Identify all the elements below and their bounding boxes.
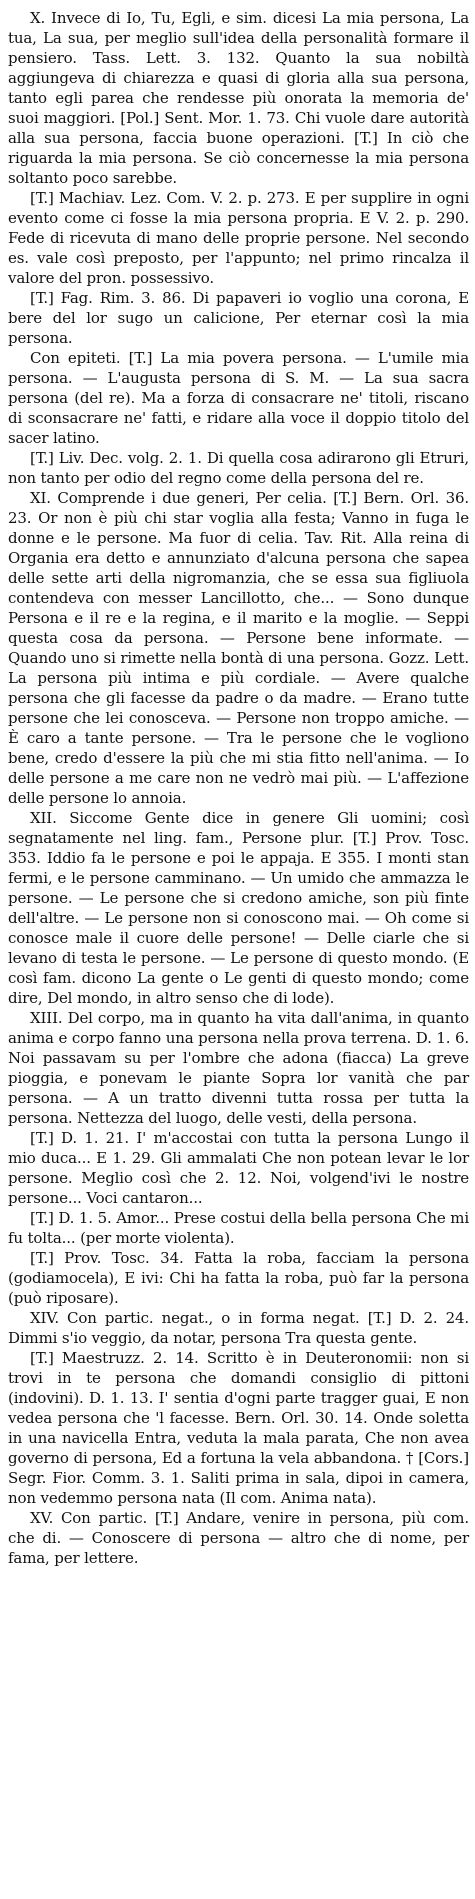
entry-paragraph-prov-tosc: [T.] Prov. Tosc. 34. Fatta la roba, facciam la persona (godiamocela), E ivi: Chi ha fatta la roba, può far la persona (può riposare).	[8, 1249, 469, 1307]
entry-paragraph-machiav: [T.] Machiav. Lez. Com. V. 2. p. 273. E per supplire in ogni evento come ci fosse la mia persona propria. E V. 2. p. 290. Fede di ricevuta di mano delle proprie persone. Nel secondo es. vale così preposto, per l'appunto; nel primo rincalza il valore del pron. possessivo.	[8, 189, 469, 287]
entry-paragraph-x: X. Invece di Io, Tu, Egli, e sim. dicesi La mia persona, La tua, La sua, per meglio sull'idea della personalità formare il pensiero. Tass. Lett. 3. 132. Quanto la sua nobiltà aggiungeva di chiarezza e quasi di gloria alla sua persona, tanto egli parea che rendesse più onorata la memoria de' suoi maggiori. [Pol.] Sent. Mor. 1. 73. Chi vuole dare autorità alla sua persona, faccia buone operazioni. [T.] In ciò che riguarda la mia persona. Se ciò concernesse la mia persona soltanto poco sarebbe.	[8, 9, 469, 187]
entry-paragraph-fag: [T.] Fag. Rim. 3. 86. Di papaveri io voglio una corona, E bere del lor sugo un calicione, Per eternar così la mia persona.	[8, 289, 469, 347]
entry-paragraph-xv: XV. Con partic. [T.] Andare, venire in persona, più com. che di. — Conoscere di persona — altro che di nome, per fama, per lettere.	[8, 1509, 469, 1567]
entry-paragraph-xiv: XIV. Con partic. negat., o in forma negat. [T.] D. 2. 24. Dimmi s'io veggio, da notar, persona Tra questa gente.	[8, 1309, 469, 1347]
entry-paragraph-d-1-21: [T.] D. 1. 21. I' m'accostai con tutta la persona Lungo il mio duca... E 1. 29. Gli ammalati Che non potean levar le lor persone. Meglio così che 2. 12. Noi, volgend'ivi le nostre persone... Voci cantaron...	[8, 1129, 469, 1207]
entry-paragraph-d-1-5: [T.] D. 1. 5. Amor... Prese costui della bella persona Che mi fu tolta... (per morte violenta).	[8, 1209, 469, 1247]
entry-paragraph-xii: XII. Siccome Gente dice in genere Gli uomini; così segnatamente nel ling. fam., Persone plur. [T.] Prov. Tosc. 353. Iddio fa le persone e poi le appaja. E 355. I monti stan fermi, e le persone camminano. — Un umido che ammazza le persone. — Le persone che si credono amiche, son più finte dell'altre. — Le persone non si conoscono mai. — Oh come si conosce male il cuore delle persone! — Delle ciarle che si levano di testa le persone. — Le persone di questo mondo. (E così fam. dicono La gente o Le genti di questo mondo; come dire, Del mondo, in altro senso che di lode).	[8, 809, 469, 1007]
entry-paragraph-liv: [T.] Liv. Dec. volg. 2. 1. Di quella cosa adirarono gli Etruri, non tanto per odio del regno come della persona del re.	[8, 449, 469, 487]
entry-paragraph-xi: XI. Comprende i due generi, Per celia. [T.] Bern. Orl. 36. 23. Or non è più chi star voglia alla festa; Vanno in fuga le donne e le persone. Ma fuor di celia. Tav. Rit. Alla reina di Organia era detto e annunziato d'alcuna persona che sapea delle sette arti della nigromanzia, che se essa sua figliuola contendeva con messer Lancillotto, che... — Sono dunque Persona e il re e la regina, e il marito e la moglie. — Seppi questa cosa da persona. — Persone bene informate. — Quando uno si rimette nella bontà di una persona. Gozz. Lett. La persona più intima e più cordiale. — Avere qualche persona che gli facesse da padre o da madre. — Erano tutte persone che lei conosceva. — Persone non troppo amiche. — È caro a tante persone. — Tra le persone che le vogliono bene, credo d'essere la più che mi stia fitto nell'anima. — Io delle persone a me care non ne vedrò mai più. — L'affezione delle persone lo annoia.	[8, 489, 469, 807]
entry-paragraph-xiii: XIII. Del corpo, ma in quanto ha vita dall'anima, in quanto anima e corpo fanno una persona nella prova terrena. D. 1. 6. Noi passavam su per l'ombre che adona (fiacca) La greve pioggia, e ponevam le piante Sopra lor vanità che par persona. — A un tratto divenni tutta rossa per tutta la persona. Nettezza del luogo, delle vesti, della persona.	[8, 1009, 469, 1127]
entry-paragraph-maestruzz: [T.] Maestruzz. 2. 14. Scritto è in Deuteronomii: non si trovi in te persona che domandi consiglio di pittoni (indovini). D. 1. 13. I' sentia d'ogni parte tragger guai, E non vedea persona che 'l facesse. Bern. Orl. 30. 14. Onde soletta in una navicella Entra, veduta la mala parata, Che non avea governo di persona, Ed a fortuna la vela abbandona. † [Cors.] Segr. Fior. Comm. 3. 1. Saliti prima in sala, dipoi in camera, non vedemmo persona nata (Il com. Anima nata).	[8, 1349, 469, 1507]
entry-paragraph-epiteti: Con epiteti. [T.] La mia povera persona. — L'umile mia persona. — L'augusta persona di S. M. — La sua sacra persona (del re). Ma a forza di consacrare ne' titoli, riscano di sconsacrare ne' fatti, e ridare alla voce il doppio titolo del sacer latino.	[8, 349, 469, 447]
